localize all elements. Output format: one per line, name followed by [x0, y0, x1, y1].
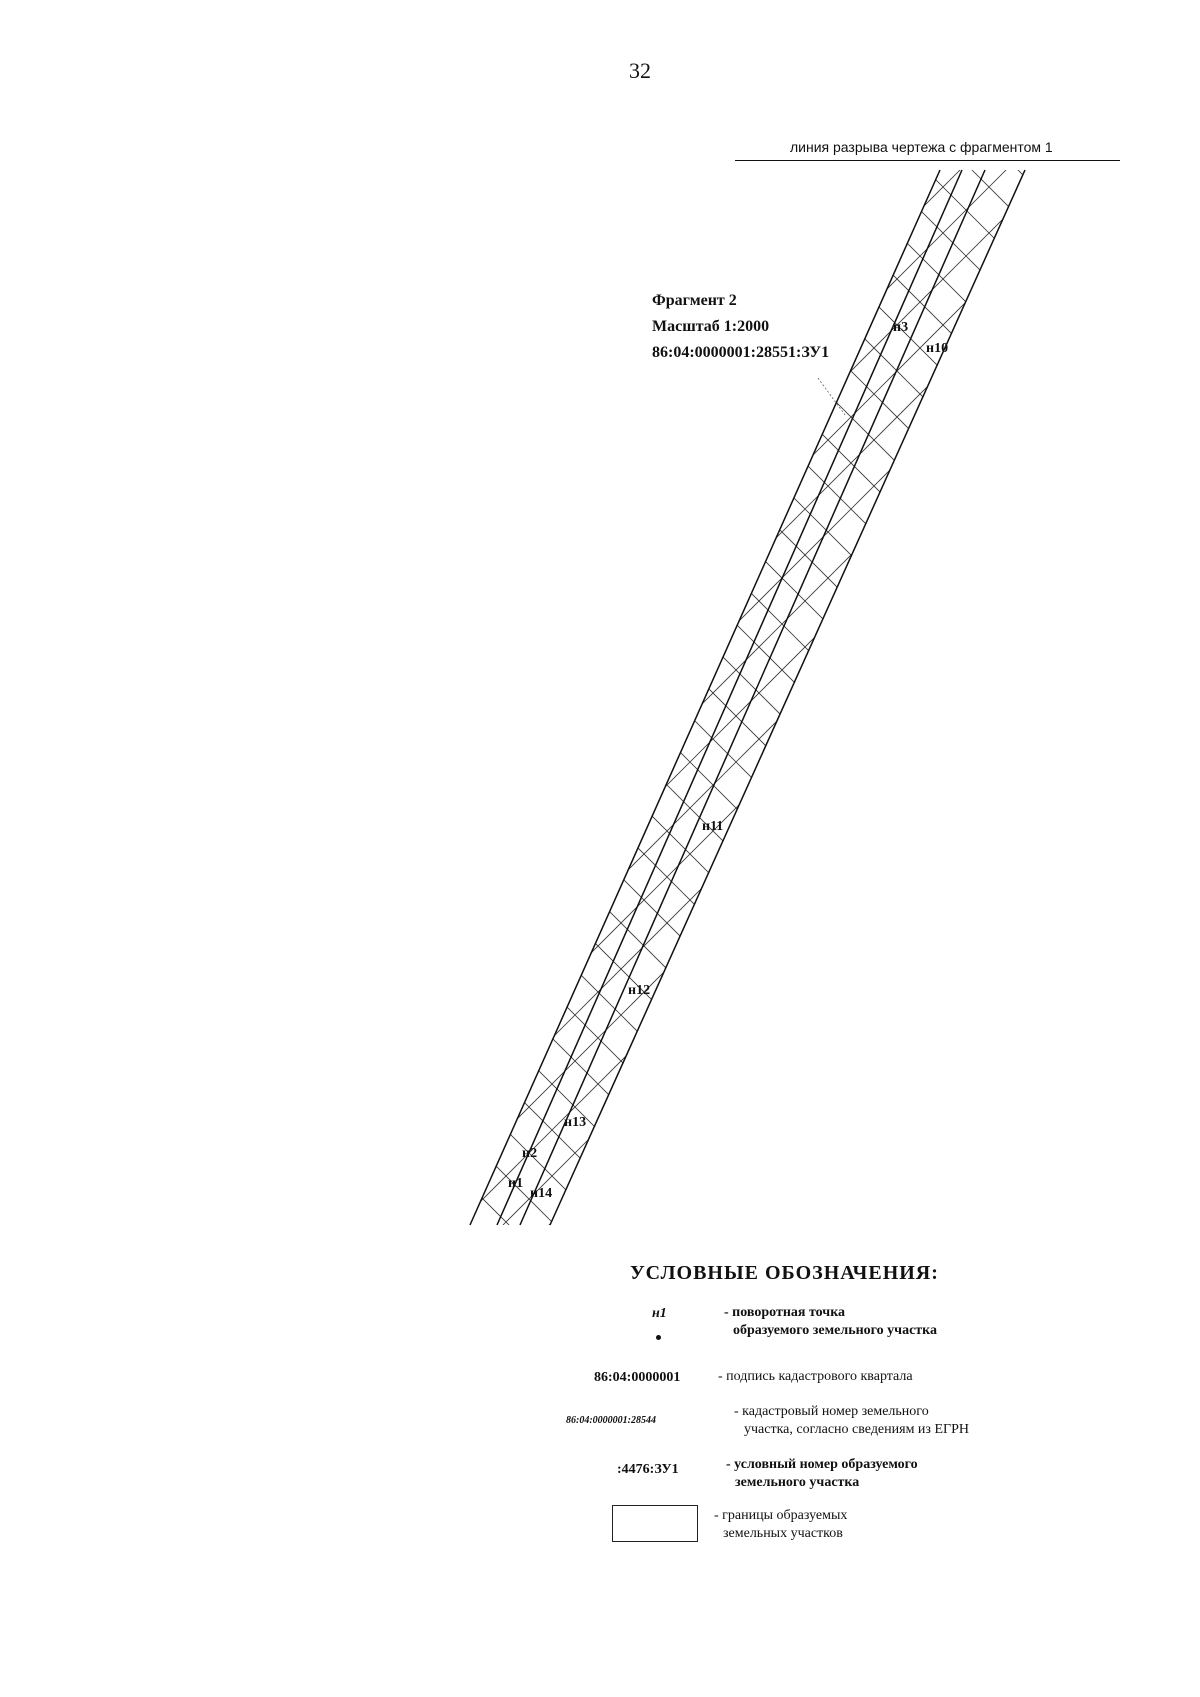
hatch-line [0, 164, 1200, 1364]
hatch-line [0, 1080, 1200, 1697]
point-n2: н2 [522, 1146, 538, 1161]
hatch-line [0, 1360, 1200, 1697]
hatch-line [0, 0, 1200, 670]
hatch-line [0, 896, 1200, 1697]
legend-conditional-text-2: земельного участка [735, 1475, 860, 1490]
hatch-line [0, 0, 1200, 720]
hatch-line [0, 0, 1200, 490]
hatch-line [0, 256, 1200, 1456]
fragment-title: Фрагмент 2 [652, 292, 737, 309]
hatch-line [0, 1590, 1200, 1697]
hatch-line [0, 0, 1200, 536]
legend-turn-point-symbol: н1 [652, 1306, 667, 1321]
hatch-line [0, 72, 1200, 1272]
hatch-line [0, 0, 1200, 394]
hatch-line [0, 0, 1200, 486]
hatch-line [0, 482, 1200, 1682]
hatch-line [0, 0, 1200, 348]
hatch-line [0, 1682, 1200, 1697]
hatch-line [0, 0, 1200, 444]
hatch-line [0, 946, 1200, 1697]
hatch-line [0, 0, 1200, 164]
hatch-line [0, 118, 1200, 1318]
hatch-line [0, 160, 1200, 1360]
hatch-line [0, 0, 1200, 302]
hatch-line [0, 1218, 1200, 1697]
legend-boundary-text-2: земельных участков [723, 1526, 843, 1541]
hatch-line [0, 670, 1200, 1697]
hatch-line [0, 758, 1200, 1697]
hatch-line [0, 0, 1200, 398]
hatch-line [0, 1406, 1200, 1697]
point-n3: н3 [893, 320, 909, 335]
hatch-line [0, 0, 1200, 168]
hatch-line [0, 1034, 1200, 1697]
hatch-line [0, 298, 1200, 1498]
hatch-line [0, 0, 1200, 766]
hatch-line [0, 0, 1200, 118]
hatch-line [0, 0, 1200, 352]
hatch-line [0, 1264, 1200, 1697]
hatch-line [0, 0, 1200, 582]
hatch-line [0, 348, 1200, 1548]
legend-cadastral-symbol: 86:04:0000001:28544 [566, 1415, 656, 1426]
legend-turn-point-text-1: - поворотная точка [724, 1305, 846, 1320]
boundary-symbol-box [612, 1505, 698, 1542]
hatch-line [0, 1172, 1200, 1697]
hatch-line [0, 1222, 1200, 1697]
legend-title: УСЛОВНЫЕ ОБОЗНАЧЕНИЯ: [630, 1262, 939, 1284]
hatch-line [0, 114, 1200, 1314]
hatch-line [0, 486, 1200, 1686]
strip-boundary-right [550, 170, 1025, 1225]
hatch-line [0, 574, 1200, 1697]
hatch-line [0, 0, 1200, 256]
legend-turn-point-text-2: образуемого земельного участка [733, 1323, 938, 1338]
hatch-line [0, 900, 1200, 1697]
hatch-line [0, 1356, 1200, 1697]
point-n1: н1 [508, 1176, 524, 1191]
hatch-line [0, 206, 1200, 1406]
hatch-line [0, 804, 1200, 1697]
hatch-line [0, 0, 1200, 76]
hatch-line [0, 1268, 1200, 1697]
hatch-line [0, 0, 1200, 72]
hatch-line [0, 0, 1200, 26]
hatch-line [0, 0, 1200, 812]
legend-boundary-text-1: - границы образуемых [714, 1508, 848, 1523]
hatch-line [0, 1498, 1200, 1697]
legend-cadastral-text-1: - кадастровый номер земельного [734, 1404, 929, 1419]
hatch-line [0, 302, 1200, 1502]
hatch-line [0, 1636, 1200, 1697]
hatch-line [0, 712, 1200, 1697]
hatch-line [0, 624, 1200, 1697]
hatch-line [0, 850, 1200, 1697]
turn-point-dot-icon [656, 1335, 661, 1340]
hatch-line [0, 0, 1200, 674]
hatch-line [0, 0, 1200, 122]
hatch-line [0, 1176, 1200, 1697]
hatch-line [0, 0, 1200, 210]
hatch-line [0, 68, 1200, 1268]
hatch-line [0, 0, 1200, 716]
hatch-line [0, 0, 1200, 762]
label-leader-line [818, 378, 845, 415]
hatch-line [0, 1452, 1200, 1697]
legend-quarter-text: - подпись кадастрового квартала [718, 1369, 913, 1384]
hatch-line [0, 762, 1200, 1697]
hatch-line [0, 0, 1200, 306]
hatch-line [0, 344, 1200, 1544]
hatch-line [0, 0, 1200, 30]
point-n12: н12 [628, 983, 651, 998]
legend-quarter-symbol: 86:04:0000001 [594, 1370, 681, 1385]
hatch-line [0, 988, 1200, 1697]
legend-conditional-symbol: :4476:ЗУ1 [617, 1462, 679, 1477]
hatch-line [0, 942, 1200, 1697]
point-n14: н14 [530, 1186, 553, 1201]
legend-conditional-text-1: - условный номер образуемого [726, 1457, 918, 1472]
point-n10: н10 [926, 341, 949, 356]
hatch-line [0, 0, 1200, 532]
fragment-scale: Масштаб 1:2000 [652, 318, 770, 335]
hatch-line [0, 666, 1200, 1697]
legend-cadastral-text-2: участка, согласно сведениям из ЕГРН [744, 1422, 969, 1437]
hatch-line [0, 620, 1200, 1697]
hatch-line [0, 1544, 1200, 1697]
hatch-line [0, 992, 1200, 1697]
fragment-parcel-number: 86:04:0000001:28551:ЗУ1 [652, 344, 830, 361]
page-number: 32 [629, 58, 651, 83]
hatch-line [0, 26, 1200, 1226]
hatch-line [0, 252, 1200, 1452]
hatch-line [0, 854, 1200, 1697]
hatch-line [0, 716, 1200, 1697]
hatch-line [0, 0, 1200, 624]
hatch-line [0, 436, 1200, 1636]
hatch-line [0, 0, 1200, 808]
hatch-line [0, 1038, 1200, 1697]
hatch-line [0, 0, 1200, 628]
hatch-line [0, 0, 1200, 578]
hatch-line [0, 578, 1200, 1697]
point-n13: н13 [564, 1115, 587, 1130]
hatch-line [0, 808, 1200, 1697]
hatch-line [0, 1084, 1200, 1697]
hatch-line [0, 0, 1200, 440]
hatch-line [0, 440, 1200, 1640]
break-line-label: линия разрыва чертежа с фрагментом 1 [790, 139, 1053, 155]
point-n11: н11 [702, 819, 724, 834]
hatch-line [0, 0, 1200, 260]
hatch-line [0, 210, 1200, 1410]
